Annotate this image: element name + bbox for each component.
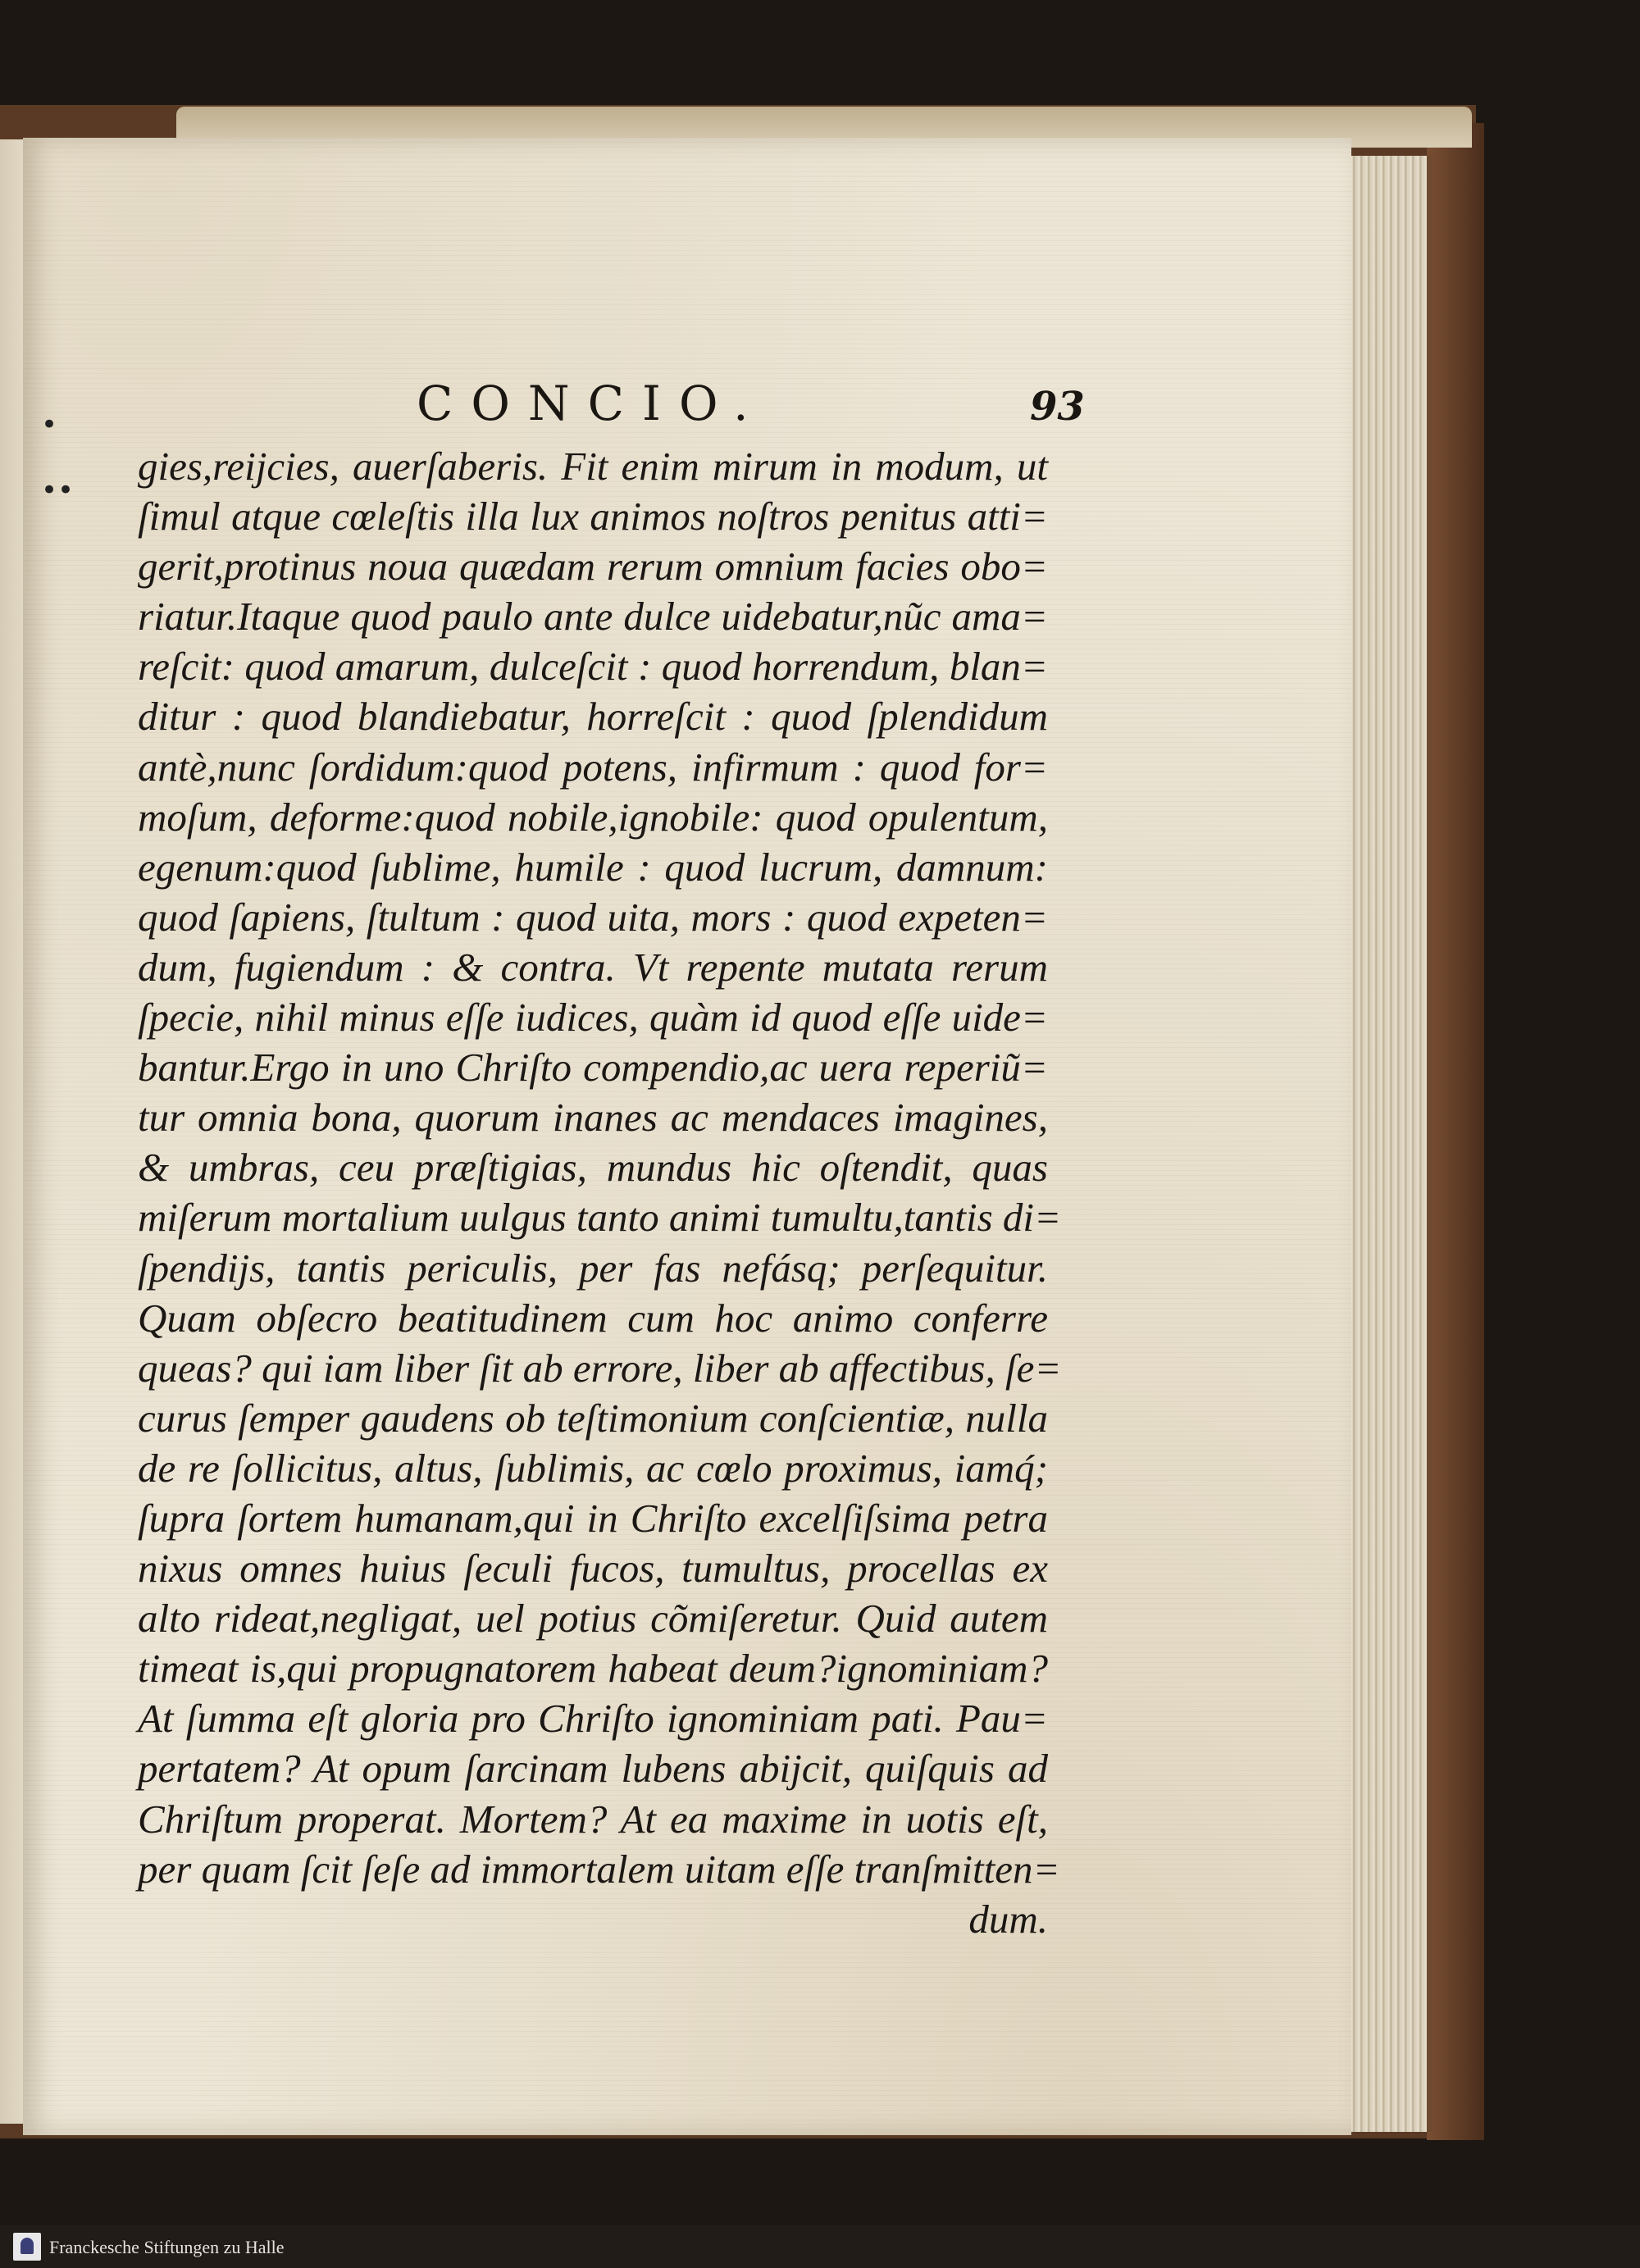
text-line: At ſumma eſt gloria pro Chriſto ignominiam pati. Pau= — [138, 1696, 1048, 1742]
text-line: tur omnia bona, quorum inanes ac mendaces imagines, — [138, 1095, 1048, 1141]
text-line: ditur : quod blandiebatur, horreſcit : quod ſplendidum — [138, 694, 1048, 740]
text-line: queas? qui iam liber ſit ab errore, liber ab affectibus, ſe= — [138, 1345, 1062, 1391]
text-line: ſimul atque cœleſtis illa lux animos noſtros penitus atti= — [138, 494, 1048, 540]
institution-logo-icon — [13, 2233, 41, 2261]
text-line: per quam ſcit ſeſe ad immortalem uitam eſſe tranſmitten= — [138, 1846, 1060, 1892]
text-line: moſum, deforme:quod nobile,ignobile: quod opulentum, — [138, 794, 1048, 840]
text-line: Quam obſecro beatitudinem cum hoc animo conferre — [138, 1295, 1048, 1341]
text-line: riatur.Itaque quod paulo ante dulce uidebatur,nũc ama= — [138, 594, 1048, 640]
book-page — [23, 138, 1351, 2135]
page-header — [23, 376, 1335, 433]
text-line: ſpendijs, tantis periculis, per fas nefásq; perſequitur. — [138, 1245, 1048, 1291]
text-line: de re ſollicitus, altus, ſublimis, ac cœlo proximus, iamq́; — [138, 1445, 1048, 1491]
text-line: & umbras, ceu præſtigias, mundus hic oſtendit, quas — [138, 1145, 1048, 1191]
institution-name: Franckesche Stiftungen zu Halle — [49, 2237, 285, 2257]
text-line: dum, fugiendum : & contra. Vt repente mutata rerum — [138, 944, 1048, 990]
text-line: Chriſtum properat. Mortem? At ea maxime in uotis eſt, — [138, 1796, 1048, 1842]
margin-marks: • •• — [41, 408, 75, 507]
text-line: gies,reijcies, auerſaberis. Fit enim mirum in modum, ut — [138, 444, 1048, 489]
text-line: gerit,protinus noua quædam rerum omnium facies obo= — [138, 544, 1048, 590]
text-line: alto rideat,negligat, uel potius cõmiſeretur. Quid autem — [138, 1596, 1048, 1642]
text-line: miſerum mortalium uulgus tanto animi tumultu,tantis di= — [138, 1195, 1062, 1241]
text-line: ſpecie, nihil minus eſſe iudices, quàm id quod eſſe uide= — [138, 995, 1048, 1041]
text-line: bantur.Ergo in uno Chriſto compendio,ac uera reperiũ= — [138, 1045, 1048, 1091]
text-line: curus ſemper gaudens ob teſtimonium conſcientiæ, nulla — [138, 1395, 1048, 1441]
text-line: timeat is,qui propugnatorem habeat deum?ignominiam? — [138, 1646, 1048, 1692]
viewer-footer — [0, 2225, 1640, 2268]
text-line-final: dum. — [968, 1896, 1048, 1942]
book-binding — [1427, 123, 1484, 2140]
body-text — [138, 441, 1062, 1944]
page-number: 93 — [1030, 384, 1085, 430]
text-line: pertatem? At opum ſarcinam lubens abijcit, quiſquis ad — [138, 1746, 1048, 1792]
text-line: ſupra ſortem humanam,qui in Chriſto excelſiſsima petra — [138, 1495, 1048, 1541]
text-line: quod ſapiens, ſtultum : quod uita, mors : quod expeten= — [138, 894, 1048, 940]
text-line: egenum:quod ſublime, humile : quod lucrum, damnum: — [138, 844, 1048, 890]
text-line: nixus omnes huius ſeculi fucos, tumultus, procellas ex — [138, 1546, 1048, 1592]
running-head: CONCIO. — [417, 376, 767, 431]
text-line: antè,nunc ſordidum:quod potens, infirmum : quod for= — [138, 744, 1048, 790]
text-line: reſcit: quod amarum, dulceſcit : quod horrendum, blan= — [138, 644, 1048, 690]
